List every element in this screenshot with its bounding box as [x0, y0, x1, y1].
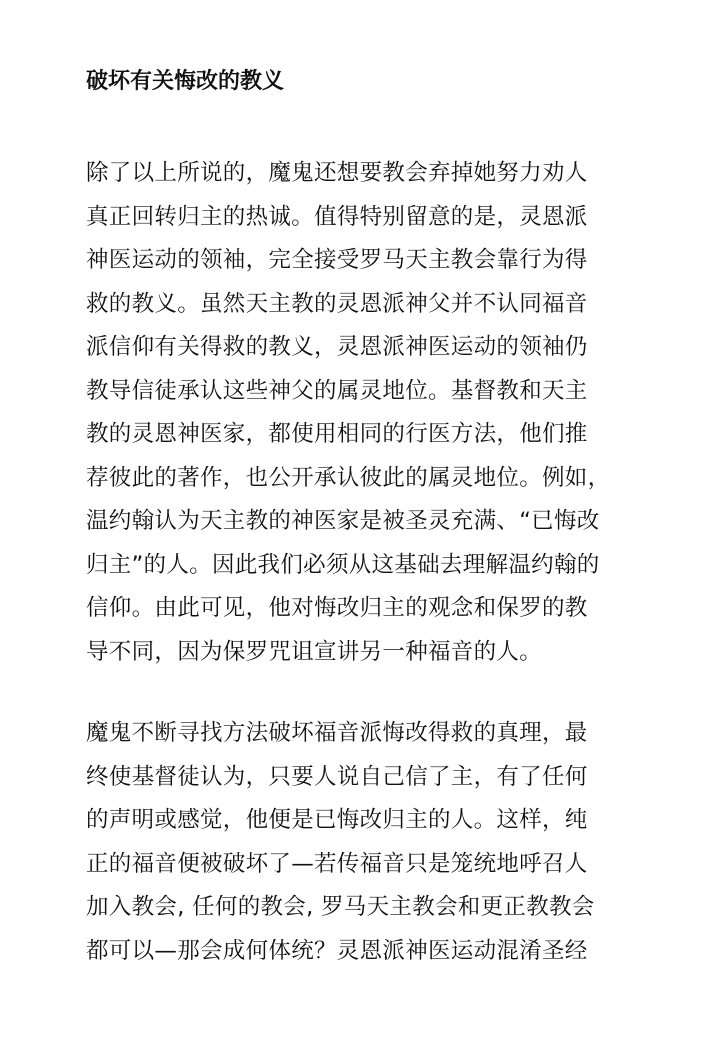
text-line: 导不同，因为保罗咒诅宣讲另一种福音的人。	[86, 638, 543, 665]
section-title: 破坏有关悔改的教义	[86, 69, 285, 94]
text-line: 派信仰有关得救的教义，灵恩派神医运动的领袖仍	[86, 334, 588, 360]
text-line: 除了以上所说的，魔鬼还想要教会弃掉她努力劝人	[86, 160, 588, 186]
text-line: 温约翰认为天主教的神医家是被圣灵充满、“已悔改	[86, 508, 600, 534]
text-line: 归主”的人。因此我们必须从这基础去理解温约翰的	[86, 551, 600, 578]
text-line: 魔鬼不断寻找方法破坏福音派悔改得救的真理，最	[86, 720, 588, 746]
text-line: 终使基督徒认为，只要人说自己信了主，有了任何	[86, 763, 588, 790]
text-line: 的声明或感觉，他便是已悔改归主的人。这样，纯	[86, 807, 588, 833]
paragraph-1	[86, 152, 646, 674]
paragraph-2	[86, 712, 646, 973]
text-line: 荐彼此的著作，也公开承认彼此的属灵地位。例如，	[86, 464, 611, 491]
text-line: 正的福音便被破坏了—若传福音只是笼统地呼召人	[86, 850, 588, 877]
text-line: 都可以—那会成何体统？灵恩派神医运动混淆圣经	[86, 937, 588, 964]
text-line: 信仰。由此可见，他对悔改归主的观念和保罗的教	[86, 595, 588, 621]
text-line: 神医运动的领袖，完全接受罗马天主教会靠行为得	[86, 247, 588, 273]
text-line: 救的教义。虽然天主教的灵恩派神父并不认同福音	[86, 290, 588, 317]
text-line: 真正回转归主的热诚。值得特别留意的是，灵恩派	[86, 203, 588, 230]
text-line: 教导信徒承认这些神父的属灵地位。基督教和天主	[86, 377, 588, 404]
text-line: 教的灵恩神医家，都使用相同的行医方法，他们推	[86, 421, 588, 447]
text-line: 加入教会, 任何的教会, 罗马天主教会和更正教教会	[86, 894, 595, 920]
